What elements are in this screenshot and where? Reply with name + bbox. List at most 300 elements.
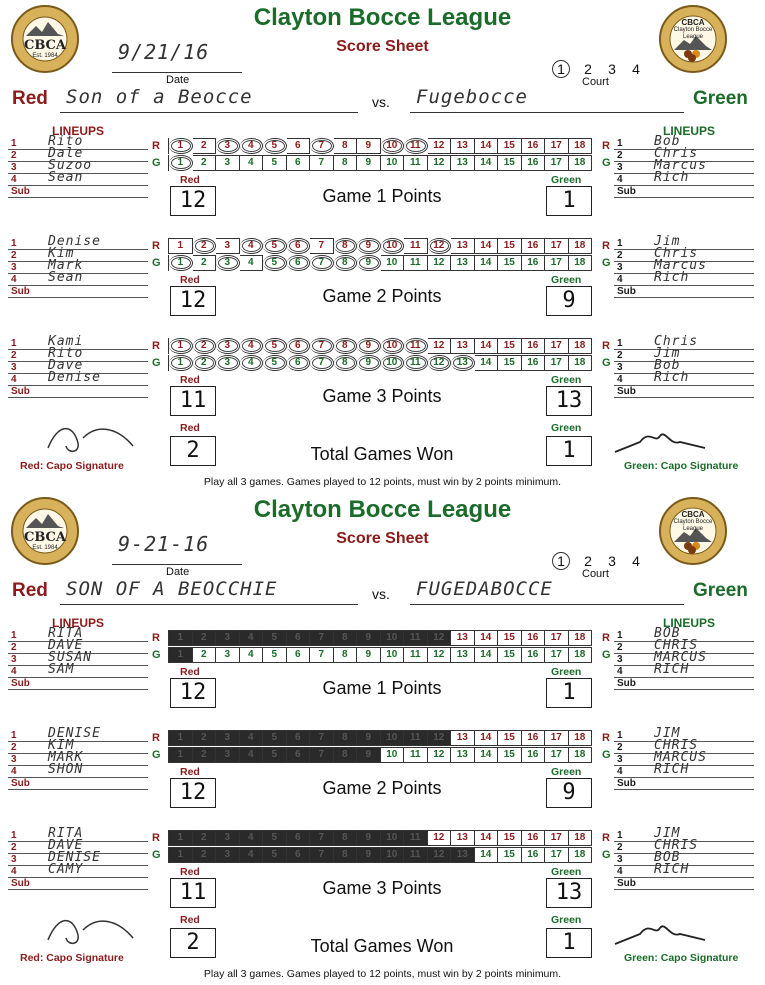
red-capo-signature[interactable]: [38, 418, 138, 458]
score-cell-green-5[interactable]: 5: [263, 255, 287, 271]
score-cell-red-5[interactable]: 5: [263, 338, 287, 354]
score-cell-green-3[interactable]: 3: [216, 355, 240, 371]
player-name[interactable]: RICH: [654, 762, 690, 777]
player-name[interactable]: Bob: [654, 134, 681, 149]
score-cell-green-6[interactable]: 6: [287, 847, 311, 863]
player-name[interactable]: DENISE: [48, 850, 101, 865]
score-cell-green-10[interactable]: 10: [381, 747, 405, 763]
score-cell-green-13[interactable]: 13: [451, 255, 475, 271]
score-cell-red-9[interactable]: 9: [357, 830, 381, 846]
score-cell-green-18[interactable]: 18: [569, 155, 593, 171]
score-cell-green-2[interactable]: 2: [193, 747, 217, 763]
score-cell-red-12[interactable]: 12: [428, 830, 452, 846]
lineup-sub-row[interactable]: [8, 878, 148, 890]
player-name[interactable]: CHRIS: [654, 738, 699, 753]
score-cell-red-16[interactable]: 16: [522, 138, 546, 154]
score-cell-green-14[interactable]: 14: [475, 255, 499, 271]
lineup-sub-row[interactable]: [8, 386, 148, 398]
score-cell-green-3[interactable]: 3: [216, 647, 240, 663]
score-cell-red-1[interactable]: 1: [169, 138, 193, 154]
score-cell-green-7[interactable]: 7: [310, 847, 334, 863]
score-cell-red-2[interactable]: 2: [193, 630, 217, 646]
score-cell-green-15[interactable]: 15: [498, 747, 522, 763]
score-cell-green-6[interactable]: 6: [287, 747, 311, 763]
score-cell-green-13[interactable]: 13: [451, 847, 475, 863]
score-cell-green-11[interactable]: 11: [404, 747, 428, 763]
lineup-row[interactable]: [614, 346, 754, 362]
score-cell-red-18[interactable]: 18: [569, 238, 593, 254]
player-name[interactable]: Sean: [48, 270, 84, 285]
score-cell-red-3[interactable]: 3: [216, 338, 240, 354]
score-cell-red-6[interactable]: 6: [287, 338, 311, 354]
score-cell-red-18[interactable]: 18: [569, 830, 593, 846]
score-cell-green-10[interactable]: 10: [381, 255, 405, 271]
lineup-row[interactable]: [614, 170, 754, 186]
score-cell-green-13[interactable]: 13: [451, 647, 475, 663]
score-cell-red-12[interactable]: 12: [428, 338, 452, 354]
score-cell-red-15[interactable]: 15: [498, 238, 522, 254]
score-cell-red-5[interactable]: 5: [263, 730, 287, 746]
score-cell-green-14[interactable]: 14: [475, 155, 499, 171]
court-option-3[interactable]: 3: [608, 61, 616, 77]
score-cell-green-4[interactable]: 4: [240, 255, 264, 271]
score-cell-green-1[interactable]: 1: [169, 355, 193, 371]
score-cell-red-10[interactable]: 10: [381, 238, 405, 254]
player-name[interactable]: SAM: [48, 662, 75, 677]
red-points-box[interactable]: 12: [170, 678, 216, 708]
score-cell-green-14[interactable]: 14: [475, 355, 499, 371]
score-cell-red-5[interactable]: 5: [263, 138, 287, 154]
score-cell-green-14[interactable]: 14: [475, 647, 499, 663]
lineup-sub-row[interactable]: [8, 678, 148, 690]
score-cell-red-13[interactable]: 13: [451, 830, 475, 846]
lineup-row[interactable]: [614, 334, 754, 350]
score-cell-red-18[interactable]: 18: [569, 338, 593, 354]
score-cell-green-17[interactable]: 17: [545, 255, 569, 271]
lineup-row[interactable]: [8, 726, 148, 742]
score-cell-red-17[interactable]: 17: [545, 630, 569, 646]
score-cell-red-6[interactable]: 6: [287, 238, 311, 254]
score-cell-green-10[interactable]: 10: [381, 155, 405, 171]
lineup-sub-row[interactable]: [614, 386, 754, 398]
player-name[interactable]: BOB: [654, 850, 681, 865]
score-cell-green-5[interactable]: 5: [263, 155, 287, 171]
score-cell-red-15[interactable]: 15: [498, 630, 522, 646]
score-cell-green-12[interactable]: 12: [428, 355, 452, 371]
player-name[interactable]: JIM: [654, 726, 681, 741]
player-name[interactable]: KIM: [48, 738, 75, 753]
player-name[interactable]: MARK: [48, 750, 84, 765]
score-cell-red-3[interactable]: 3: [216, 730, 240, 746]
lineup-sub-row[interactable]: [8, 286, 148, 298]
score-cell-red-14[interactable]: 14: [475, 138, 499, 154]
score-cell-green-13[interactable]: 13: [451, 747, 475, 763]
player-name[interactable]: Rich: [654, 170, 690, 185]
score-cell-green-1[interactable]: 1: [169, 847, 193, 863]
score-cell-red-12[interactable]: 12: [428, 730, 452, 746]
score-cell-green-9[interactable]: 9: [357, 255, 381, 271]
score-cell-green-17[interactable]: 17: [545, 155, 569, 171]
court-option-4[interactable]: 4: [632, 61, 640, 77]
score-cell-green-4[interactable]: 4: [240, 155, 264, 171]
score-cell-red-4[interactable]: 4: [240, 338, 264, 354]
score-cell-red-2[interactable]: 2: [193, 338, 217, 354]
score-cell-green-1[interactable]: 1: [169, 747, 193, 763]
score-cell-red-17[interactable]: 17: [545, 730, 569, 746]
player-name[interactable]: Dale: [48, 146, 84, 161]
player-name[interactable]: MARCUS: [654, 650, 707, 665]
score-cell-red-6[interactable]: 6: [287, 730, 311, 746]
score-cell-red-3[interactable]: 3: [216, 138, 240, 154]
score-cell-green-12[interactable]: 12: [428, 155, 452, 171]
score-cell-green-5[interactable]: 5: [263, 647, 287, 663]
lineup-row[interactable]: [614, 270, 754, 286]
score-cell-green-10[interactable]: 10: [381, 847, 405, 863]
score-cell-green-18[interactable]: 18: [569, 647, 593, 663]
score-cell-green-15[interactable]: 15: [498, 847, 522, 863]
lineup-row[interactable]: [614, 370, 754, 386]
score-cell-green-10[interactable]: 10: [381, 355, 405, 371]
score-cell-green-15[interactable]: 15: [498, 155, 522, 171]
score-cell-green-8[interactable]: 8: [334, 355, 358, 371]
score-cell-red-14[interactable]: 14: [475, 730, 499, 746]
score-cell-green-16[interactable]: 16: [522, 255, 546, 271]
score-cell-green-4[interactable]: 4: [240, 747, 264, 763]
score-cell-red-12[interactable]: 12: [428, 630, 452, 646]
score-cell-green-15[interactable]: 15: [498, 355, 522, 371]
score-cell-green-13[interactable]: 13: [451, 155, 475, 171]
score-cell-red-10[interactable]: 10: [381, 730, 405, 746]
score-cell-red-17[interactable]: 17: [545, 138, 569, 154]
score-cell-red-6[interactable]: 6: [287, 138, 311, 154]
score-cell-red-11[interactable]: 11: [404, 238, 428, 254]
score-cell-red-8[interactable]: 8: [334, 730, 358, 746]
score-cell-red-4[interactable]: 4: [240, 830, 264, 846]
score-cell-green-11[interactable]: 11: [404, 255, 428, 271]
score-cell-green-17[interactable]: 17: [545, 355, 569, 371]
score-cell-green-4[interactable]: 4: [240, 355, 264, 371]
score-cell-green-16[interactable]: 16: [522, 355, 546, 371]
score-cell-green-11[interactable]: 11: [404, 647, 428, 663]
score-cell-green-2[interactable]: 2: [193, 355, 217, 371]
score-cell-green-14[interactable]: 14: [475, 747, 499, 763]
player-name[interactable]: DAVE: [48, 838, 84, 853]
player-name[interactable]: Denise: [48, 370, 101, 385]
court-option-3[interactable]: 3: [608, 553, 616, 569]
score-cell-green-18[interactable]: 18: [569, 355, 593, 371]
player-name[interactable]: Dave: [48, 358, 84, 373]
player-name[interactable]: Sean: [48, 170, 84, 185]
score-cell-red-16[interactable]: 16: [522, 630, 546, 646]
green-team-name[interactable]: Fugebocce: [416, 86, 528, 108]
score-cell-red-13[interactable]: 13: [451, 138, 475, 154]
score-cell-red-16[interactable]: 16: [522, 338, 546, 354]
score-cell-red-15[interactable]: 15: [498, 338, 522, 354]
score-cell-red-6[interactable]: 6: [287, 830, 311, 846]
player-name[interactable]: Chris: [654, 334, 699, 349]
player-name[interactable]: RICH: [654, 862, 690, 877]
court-option-2[interactable]: 2: [584, 553, 592, 569]
score-cell-red-3[interactable]: 3: [216, 830, 240, 846]
score-cell-red-8[interactable]: 8: [334, 238, 358, 254]
player-name[interactable]: Kami: [48, 334, 84, 349]
score-cell-red-5[interactable]: 5: [263, 238, 287, 254]
score-cell-green-16[interactable]: 16: [522, 747, 546, 763]
score-cell-green-8[interactable]: 8: [334, 155, 358, 171]
player-name[interactable]: Jim: [654, 234, 681, 249]
score-cell-red-18[interactable]: 18: [569, 138, 593, 154]
red-capo-signature[interactable]: [38, 910, 138, 950]
score-cell-red-17[interactable]: 17: [545, 338, 569, 354]
score-cell-red-1[interactable]: 1: [169, 238, 193, 254]
score-cell-red-14[interactable]: 14: [475, 238, 499, 254]
green-total-box[interactable]: 1: [546, 928, 592, 958]
lineup-row[interactable]: [614, 838, 754, 854]
score-cell-green-12[interactable]: 12: [428, 747, 452, 763]
lineup-sub-row[interactable]: [8, 186, 148, 198]
score-cell-red-11[interactable]: 11: [404, 338, 428, 354]
score-cell-green-18[interactable]: 18: [569, 747, 593, 763]
player-name[interactable]: Bob: [654, 358, 681, 373]
green-capo-signature[interactable]: [610, 916, 710, 952]
score-cell-red-10[interactable]: 10: [381, 338, 405, 354]
score-cell-green-12[interactable]: 12: [428, 647, 452, 663]
score-cell-red-7[interactable]: 7: [310, 630, 334, 646]
score-cell-green-7[interactable]: 7: [310, 647, 334, 663]
player-name[interactable]: CHRIS: [654, 638, 699, 653]
court-option-1[interactable]: 1: [552, 60, 570, 78]
green-points-box[interactable]: 13: [546, 386, 592, 416]
score-cell-green-8[interactable]: 8: [334, 847, 358, 863]
player-name[interactable]: RICH: [654, 662, 690, 677]
green-points-box[interactable]: 13: [546, 878, 592, 908]
score-cell-red-14[interactable]: 14: [475, 630, 499, 646]
score-cell-green-16[interactable]: 16: [522, 155, 546, 171]
score-cell-green-18[interactable]: 18: [569, 847, 593, 863]
player-name[interactable]: CAMY: [48, 862, 84, 877]
score-cell-green-11[interactable]: 11: [404, 847, 428, 863]
red-team-name[interactable]: Son of a Beocce: [66, 86, 253, 108]
score-cell-red-13[interactable]: 13: [451, 238, 475, 254]
score-cell-green-9[interactable]: 9: [357, 747, 381, 763]
lineup-sub-row[interactable]: [8, 778, 148, 790]
score-cell-green-15[interactable]: 15: [498, 255, 522, 271]
score-cell-red-5[interactable]: 5: [263, 630, 287, 646]
court-option-2[interactable]: 2: [584, 61, 592, 77]
score-cell-green-5[interactable]: 5: [263, 747, 287, 763]
player-name[interactable]: Jim: [654, 346, 681, 361]
score-cell-red-4[interactable]: 4: [240, 138, 264, 154]
score-cell-red-16[interactable]: 16: [522, 730, 546, 746]
score-cell-red-8[interactable]: 8: [334, 138, 358, 154]
score-cell-green-11[interactable]: 11: [404, 155, 428, 171]
score-cell-red-13[interactable]: 13: [451, 338, 475, 354]
score-cell-green-2[interactable]: 2: [193, 255, 217, 271]
lineup-row[interactable]: [614, 662, 754, 678]
red-points-box[interactable]: 12: [170, 286, 216, 316]
red-total-box[interactable]: 2: [170, 436, 216, 466]
court-option-4[interactable]: 4: [632, 553, 640, 569]
lineup-sub-row[interactable]: [614, 878, 754, 890]
score-cell-green-7[interactable]: 7: [310, 155, 334, 171]
score-cell-green-9[interactable]: 9: [357, 847, 381, 863]
green-points-box[interactable]: 1: [546, 678, 592, 708]
lineup-row[interactable]: [8, 234, 148, 250]
green-points-box[interactable]: 9: [546, 778, 592, 808]
score-cell-green-9[interactable]: 9: [357, 647, 381, 663]
score-cell-green-6[interactable]: 6: [287, 155, 311, 171]
lineup-row[interactable]: [614, 862, 754, 878]
player-name[interactable]: Rich: [654, 370, 690, 385]
player-name[interactable]: Rito: [48, 346, 84, 361]
score-cell-red-14[interactable]: 14: [475, 830, 499, 846]
player-name[interactable]: JIM: [654, 826, 681, 841]
lineup-sub-row[interactable]: [614, 286, 754, 298]
green-points-box[interactable]: 9: [546, 286, 592, 316]
score-cell-red-11[interactable]: 11: [404, 138, 428, 154]
score-cell-green-12[interactable]: 12: [428, 847, 452, 863]
score-cell-red-8[interactable]: 8: [334, 338, 358, 354]
score-cell-green-1[interactable]: 1: [169, 155, 193, 171]
score-cell-green-13[interactable]: 13: [451, 355, 475, 371]
score-cell-red-15[interactable]: 15: [498, 830, 522, 846]
score-cell-red-11[interactable]: 11: [404, 730, 428, 746]
score-cell-green-3[interactable]: 3: [216, 255, 240, 271]
score-cell-red-12[interactable]: 12: [428, 138, 452, 154]
score-cell-red-11[interactable]: 11: [404, 830, 428, 846]
score-cell-green-8[interactable]: 8: [334, 747, 358, 763]
player-name[interactable]: Suzoo: [48, 158, 93, 173]
score-cell-green-7[interactable]: 7: [310, 255, 334, 271]
score-cell-green-6[interactable]: 6: [287, 355, 311, 371]
score-cell-red-8[interactable]: 8: [334, 630, 358, 646]
score-cell-green-2[interactable]: 2: [193, 647, 217, 663]
score-cell-red-10[interactable]: 10: [381, 630, 405, 646]
lineup-row[interactable]: [8, 170, 148, 186]
score-cell-red-12[interactable]: 12: [428, 238, 452, 254]
score-cell-red-13[interactable]: 13: [451, 730, 475, 746]
score-cell-red-9[interactable]: 9: [357, 630, 381, 646]
score-cell-green-15[interactable]: 15: [498, 647, 522, 663]
player-name[interactable]: RITA: [48, 826, 84, 841]
red-team-name[interactable]: SON OF A BEOCCHIE: [66, 578, 278, 600]
score-cell-green-1[interactable]: 1: [169, 647, 193, 663]
red-total-box[interactable]: 2: [170, 928, 216, 958]
lineup-sub-row[interactable]: [614, 186, 754, 198]
score-cell-red-17[interactable]: 17: [545, 238, 569, 254]
court-option-1[interactable]: 1: [552, 552, 570, 570]
score-cell-green-18[interactable]: 18: [569, 255, 593, 271]
player-name[interactable]: Denise: [48, 234, 101, 249]
date-value[interactable]: 9/21/16: [118, 40, 210, 64]
score-cell-red-2[interactable]: 2: [193, 138, 217, 154]
score-cell-green-5[interactable]: 5: [263, 847, 287, 863]
player-name[interactable]: DENISE: [48, 726, 101, 741]
score-cell-red-7[interactable]: 7: [310, 338, 334, 354]
lineup-row[interactable]: [8, 662, 148, 678]
score-cell-green-7[interactable]: 7: [310, 355, 334, 371]
lineup-row[interactable]: [8, 270, 148, 286]
player-name[interactable]: Marcus: [654, 158, 707, 173]
score-cell-red-1[interactable]: 1: [169, 630, 193, 646]
score-cell-green-1[interactable]: 1: [169, 255, 193, 271]
green-points-box[interactable]: 1: [546, 186, 592, 216]
green-total-box[interactable]: 1: [546, 436, 592, 466]
score-cell-red-5[interactable]: 5: [263, 830, 287, 846]
score-cell-green-4[interactable]: 4: [240, 847, 264, 863]
lineup-row[interactable]: [614, 762, 754, 778]
score-cell-green-9[interactable]: 9: [357, 155, 381, 171]
score-cell-green-7[interactable]: 7: [310, 747, 334, 763]
score-cell-green-17[interactable]: 17: [545, 847, 569, 863]
score-cell-red-2[interactable]: 2: [193, 730, 217, 746]
player-name[interactable]: Chris: [654, 246, 699, 261]
score-cell-green-6[interactable]: 6: [287, 647, 311, 663]
green-capo-signature[interactable]: [610, 424, 710, 460]
player-name[interactable]: Mark: [48, 258, 84, 273]
score-cell-red-17[interactable]: 17: [545, 830, 569, 846]
score-cell-red-15[interactable]: 15: [498, 730, 522, 746]
score-cell-red-8[interactable]: 8: [334, 830, 358, 846]
score-cell-red-1[interactable]: 1: [169, 830, 193, 846]
player-name[interactable]: Rich: [654, 270, 690, 285]
score-cell-green-3[interactable]: 3: [216, 847, 240, 863]
red-points-box[interactable]: 11: [170, 386, 216, 416]
score-cell-red-4[interactable]: 4: [240, 730, 264, 746]
player-name[interactable]: RITA: [48, 626, 84, 641]
score-cell-green-3[interactable]: 3: [216, 747, 240, 763]
score-cell-red-4[interactable]: 4: [240, 630, 264, 646]
score-cell-green-5[interactable]: 5: [263, 355, 287, 371]
lineup-sub-row[interactable]: [614, 778, 754, 790]
score-cell-green-2[interactable]: 2: [193, 155, 217, 171]
score-cell-red-1[interactable]: 1: [169, 730, 193, 746]
score-cell-green-16[interactable]: 16: [522, 647, 546, 663]
score-cell-red-3[interactable]: 3: [216, 630, 240, 646]
score-cell-green-2[interactable]: 2: [193, 847, 217, 863]
score-cell-green-6[interactable]: 6: [287, 255, 311, 271]
player-name[interactable]: CHRIS: [654, 838, 699, 853]
green-team-name[interactable]: FUGEDABOCCE: [416, 578, 553, 600]
score-cell-red-7[interactable]: 7: [310, 730, 334, 746]
score-cell-red-2[interactable]: 2: [193, 238, 217, 254]
score-cell-red-1[interactable]: 1: [169, 338, 193, 354]
score-cell-green-17[interactable]: 17: [545, 747, 569, 763]
score-cell-red-16[interactable]: 16: [522, 238, 546, 254]
score-cell-red-3[interactable]: 3: [216, 238, 240, 254]
score-cell-red-9[interactable]: 9: [357, 730, 381, 746]
player-name[interactable]: Kim: [48, 246, 75, 261]
player-name[interactable]: MARCUS: [654, 750, 707, 765]
red-points-box[interactable]: 11: [170, 878, 216, 908]
lineup-row[interactable]: [8, 370, 148, 386]
score-cell-red-9[interactable]: 9: [357, 338, 381, 354]
lineup-row[interactable]: [8, 762, 148, 778]
player-name[interactable]: DAVE: [48, 638, 84, 653]
score-cell-green-3[interactable]: 3: [216, 155, 240, 171]
player-name[interactable]: Rito: [48, 134, 84, 149]
score-cell-green-10[interactable]: 10: [381, 647, 405, 663]
date-value[interactable]: 9-21-16: [118, 532, 210, 556]
score-cell-red-10[interactable]: 10: [381, 138, 405, 154]
score-cell-red-6[interactable]: 6: [287, 630, 311, 646]
red-points-box[interactable]: 12: [170, 778, 216, 808]
lineup-row[interactable]: [8, 862, 148, 878]
score-cell-green-4[interactable]: 4: [240, 647, 264, 663]
score-cell-red-9[interactable]: 9: [357, 138, 381, 154]
score-cell-green-11[interactable]: 11: [404, 355, 428, 371]
score-cell-red-4[interactable]: 4: [240, 238, 264, 254]
